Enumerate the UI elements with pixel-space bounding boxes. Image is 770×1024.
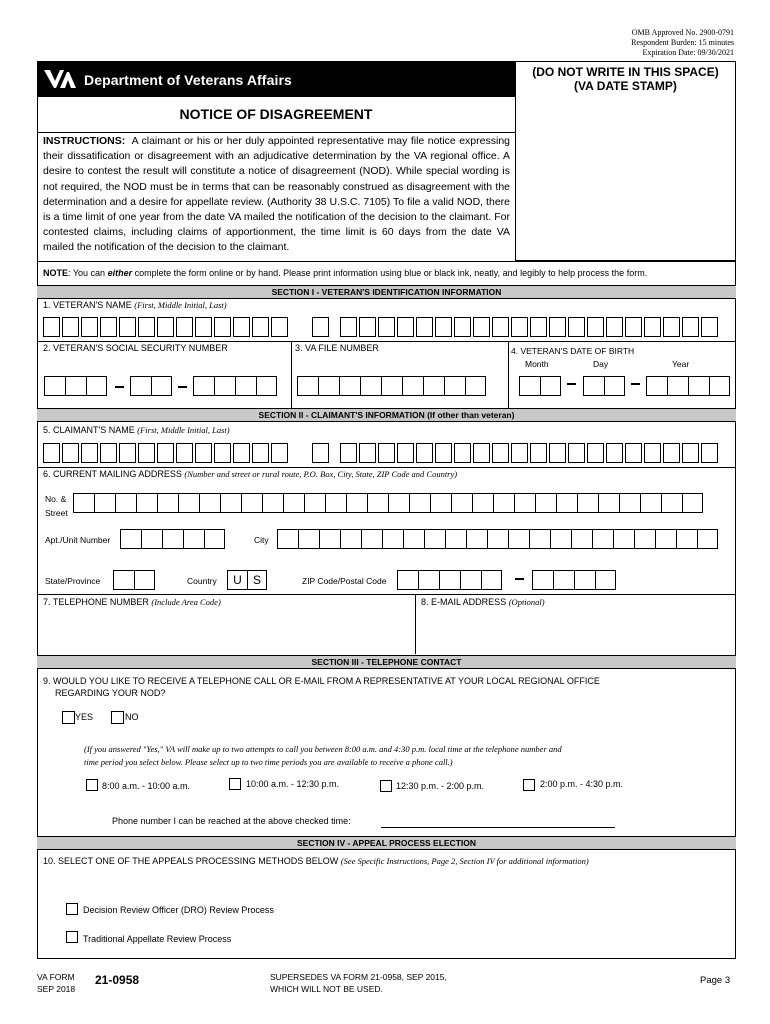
ssn-label: 2. VETERAN'S SOCIAL SECURITY NUMBER [43, 343, 228, 353]
instructions-label: INSTRUCTIONS: [43, 135, 126, 147]
rule [37, 594, 736, 595]
rule [415, 594, 416, 654]
slot4-label: 2:00 p.m. - 4:30 p.m. [540, 779, 624, 789]
no-label: NO [125, 712, 139, 722]
zip-boxes-2[interactable] [532, 570, 616, 590]
left-rule [37, 97, 38, 261]
slot4-checkbox[interactable] [523, 779, 535, 791]
dob-label: 4. VETERAN'S DATE OF BIRTH [511, 346, 635, 356]
form-frame [37, 261, 736, 959]
slot2-checkbox[interactable] [229, 778, 241, 790]
ssn-boxes-2[interactable] [130, 376, 172, 396]
no-street-label-2: Street [45, 508, 68, 518]
apt-boxes[interactable] [120, 529, 225, 549]
section-2-header: SECTION II - CLAIMANT'S INFORMATION (If other than veteran) [37, 408, 736, 422]
claimant-middle-initial-box[interactable] [312, 443, 331, 463]
expiration-date: Expiration Date: 09/30/2021 [642, 48, 734, 57]
claimant-name-label-text: 5. CLAIMANT'S NAME [43, 425, 135, 435]
note-label: NOTE [43, 268, 69, 278]
form-title: NOTICE OF DISAGREEMENT [37, 97, 515, 133]
department-name: Department of Veterans Affairs [84, 72, 292, 88]
contact-hint-line2: time period you select below. Please select up to two time periods you are available to receive a phone call.) [84, 757, 453, 767]
dob-year-boxes[interactable] [646, 376, 730, 396]
email-hint: (Optional) [508, 597, 545, 607]
va-file-number-boxes[interactable] [297, 376, 486, 396]
va-date-stamp-area [515, 61, 736, 261]
address-label [43, 469, 457, 479]
footer-form-date: SEP 2018 [37, 984, 76, 994]
appeal-question-hint: (See Specific Instructions, Page 2, Section IV for additional information) [340, 856, 589, 866]
state-label: State/Province [45, 576, 101, 586]
zip-label: ZIP Code/Postal Code [302, 576, 387, 586]
dob-dash [567, 383, 576, 385]
note-part2: complete the form online or by hand. Please print information using blue or black ink, neatly, and legibly to help process the form. [132, 268, 648, 278]
traditional-review-label: Traditional Appellate Review Process [83, 934, 232, 944]
country-boxes[interactable] [227, 570, 267, 590]
yes-checkbox[interactable] [62, 711, 75, 724]
dob-day-label: Day [593, 359, 609, 369]
rule [37, 467, 736, 468]
dob-day-boxes[interactable] [583, 376, 625, 396]
ssn-dash [115, 386, 124, 388]
telephone-hint: (Include Area Code) [151, 597, 221, 607]
footer-supersedes [270, 972, 447, 994]
city-boxes[interactable] [277, 529, 718, 549]
phone-reach-label: Phone number I can be reached at the above checked time: [112, 816, 351, 826]
veteran-name-hint: (First, Middle Initial, Last) [134, 300, 227, 310]
veteran-name-label-text: 1. VETERAN'S NAME [43, 300, 132, 310]
telephone-label[interactable] [43, 597, 221, 607]
section-3-header: SECTION III - TELEPHONE CONTACT [37, 655, 736, 669]
appeal-question-text: 10. SELECT ONE OF THE APPEALS PROCESSING METHODS BELOW [43, 856, 339, 866]
va-file-number-label: 3. VA FILE NUMBER [295, 343, 379, 353]
note [43, 268, 647, 278]
rule [291, 341, 292, 409]
email-label-text: 8. E-MAIL ADDRESS [421, 597, 507, 607]
va-logo-icon [43, 67, 77, 91]
appeal-question [43, 856, 589, 866]
dob-year-label: Year [672, 359, 690, 369]
note-part1: : You can [68, 268, 108, 278]
apt-label: Apt./Unit Number [45, 535, 111, 545]
veteran-middle-initial-box[interactable] [312, 317, 331, 337]
phone-reach-input-line[interactable] [381, 827, 615, 828]
omb-number: OMB Approved No. 2900-0791 [631, 28, 734, 37]
telephone-label-text: 7. TELEPHONE NUMBER [43, 597, 149, 607]
ssn-boxes-3[interactable] [193, 376, 277, 396]
instructions [43, 134, 510, 256]
no-street-label-1: No. & [45, 494, 67, 504]
dro-review-label: Decision Review Officer (DRO) Review Process [83, 905, 274, 915]
country-box-s: S [247, 570, 267, 590]
veteran-last-name-boxes[interactable] [340, 317, 720, 337]
footer-page-number: Page 3 [700, 975, 731, 986]
footer-supersedes-2: WHICH WILL NOT BE USED. [270, 984, 383, 994]
slot3-label: 12:30 p.m. - 2:00 p.m. [396, 781, 485, 791]
section-1-header: SECTION I - VETERAN'S IDENTIFICATION INFORMATION [37, 285, 736, 299]
slot1-label: 8:00 a.m. - 10:00 a.m. [102, 781, 191, 791]
zip-dash [515, 578, 524, 580]
no-checkbox[interactable] [111, 711, 124, 724]
rule [37, 341, 736, 342]
respondent-burden: Respondent Burden: 15 minutes [631, 38, 734, 47]
no-street-label [45, 492, 68, 520]
contact-question-line1: 9. WOULD YOU LIKE TO RECEIVE A TELEPHONE CALL OR E-MAIL FROM A REPRESENTATIVE AT YOUR LOCAL REGIONAL OFFICE [43, 676, 600, 686]
claimant-name-hint: (First, Middle Initial, Last) [137, 425, 230, 435]
country-box-u: U [227, 570, 247, 590]
contact-hint-line1: (If you answered "Yes," VA will make up to two attempts to call you between 8:00 a.m. and 4:30 p.m. local time at the telephone number and [84, 744, 562, 754]
claimant-name-label [43, 425, 230, 435]
footer-supersedes-1: SUPERSEDES VA FORM 21-0958, SEP 2015, [270, 972, 447, 982]
claimant-last-name-boxes[interactable] [340, 443, 720, 463]
city-label: City [254, 535, 269, 545]
section-4-header: SECTION IV - APPEAL PROCESS ELECTION [37, 836, 736, 850]
slot2-label: 10:00 a.m. - 12:30 p.m. [246, 779, 340, 789]
rule [508, 341, 509, 409]
dob-month-label: Month [525, 359, 549, 369]
footer-va-form: VA FORM [37, 972, 75, 982]
claimant-first-name-boxes[interactable] [43, 443, 290, 463]
ssn-boxes-1[interactable] [44, 376, 107, 396]
omb-info [631, 28, 734, 58]
footer-form-number: 21-0958 [95, 973, 140, 987]
stamp-line-1: (DO NOT WRITE IN THIS SPACE) [532, 65, 719, 79]
dob-month-boxes[interactable] [519, 376, 561, 396]
slot1-checkbox[interactable] [86, 779, 98, 791]
dob-dash [631, 383, 640, 385]
veteran-first-name-boxes[interactable] [43, 317, 290, 337]
email-label[interactable] [421, 597, 545, 607]
ssn-dash [178, 386, 187, 388]
address-label-text: 6. CURRENT MAILING ADDRESS [43, 469, 182, 479]
footer-form-label [37, 972, 75, 994]
contact-question-line2: REGARDING YOUR NOD? [55, 688, 166, 698]
traditional-review-checkbox[interactable] [66, 931, 78, 943]
dro-review-checkbox[interactable] [66, 903, 78, 915]
note-emph: either [107, 268, 133, 278]
yes-label: YES [75, 712, 94, 722]
instructions-text: A claimant or his or her duly appointed representative may file notice expressing their dissatification or disagreement with an adjudicative determination by the VA regional office. A desire to contest the result will constitute a notice of disagreement (NOD). While special wording is not required, the NOD must be in terms that can be reasonably construed as disagreement with the determination and a desire for appellate review. (Authority 38 U.S.C. 7105) To file a valid NOD, there is a time limit of one year from the date VA mailed the notification of the decision to the claimant. For contested claims, including claims of apportionment, the time limit is 60 days from the date VA mailed the notification of the decision to the claimant. [43, 135, 510, 254]
zip-boxes-1[interactable] [397, 570, 502, 590]
slot3-checkbox[interactable] [380, 780, 392, 792]
state-boxes[interactable] [113, 570, 155, 590]
street-boxes[interactable] [73, 493, 703, 513]
stamp-line-2: (VA DATE STAMP) [574, 79, 677, 93]
veteran-name-label [43, 300, 227, 310]
va-header-bar [37, 61, 515, 97]
country-label: Country [187, 576, 217, 586]
address-hint: (Number and street or rural route, P.O. Box, City, State, ZIP Code and Country) [184, 469, 458, 479]
